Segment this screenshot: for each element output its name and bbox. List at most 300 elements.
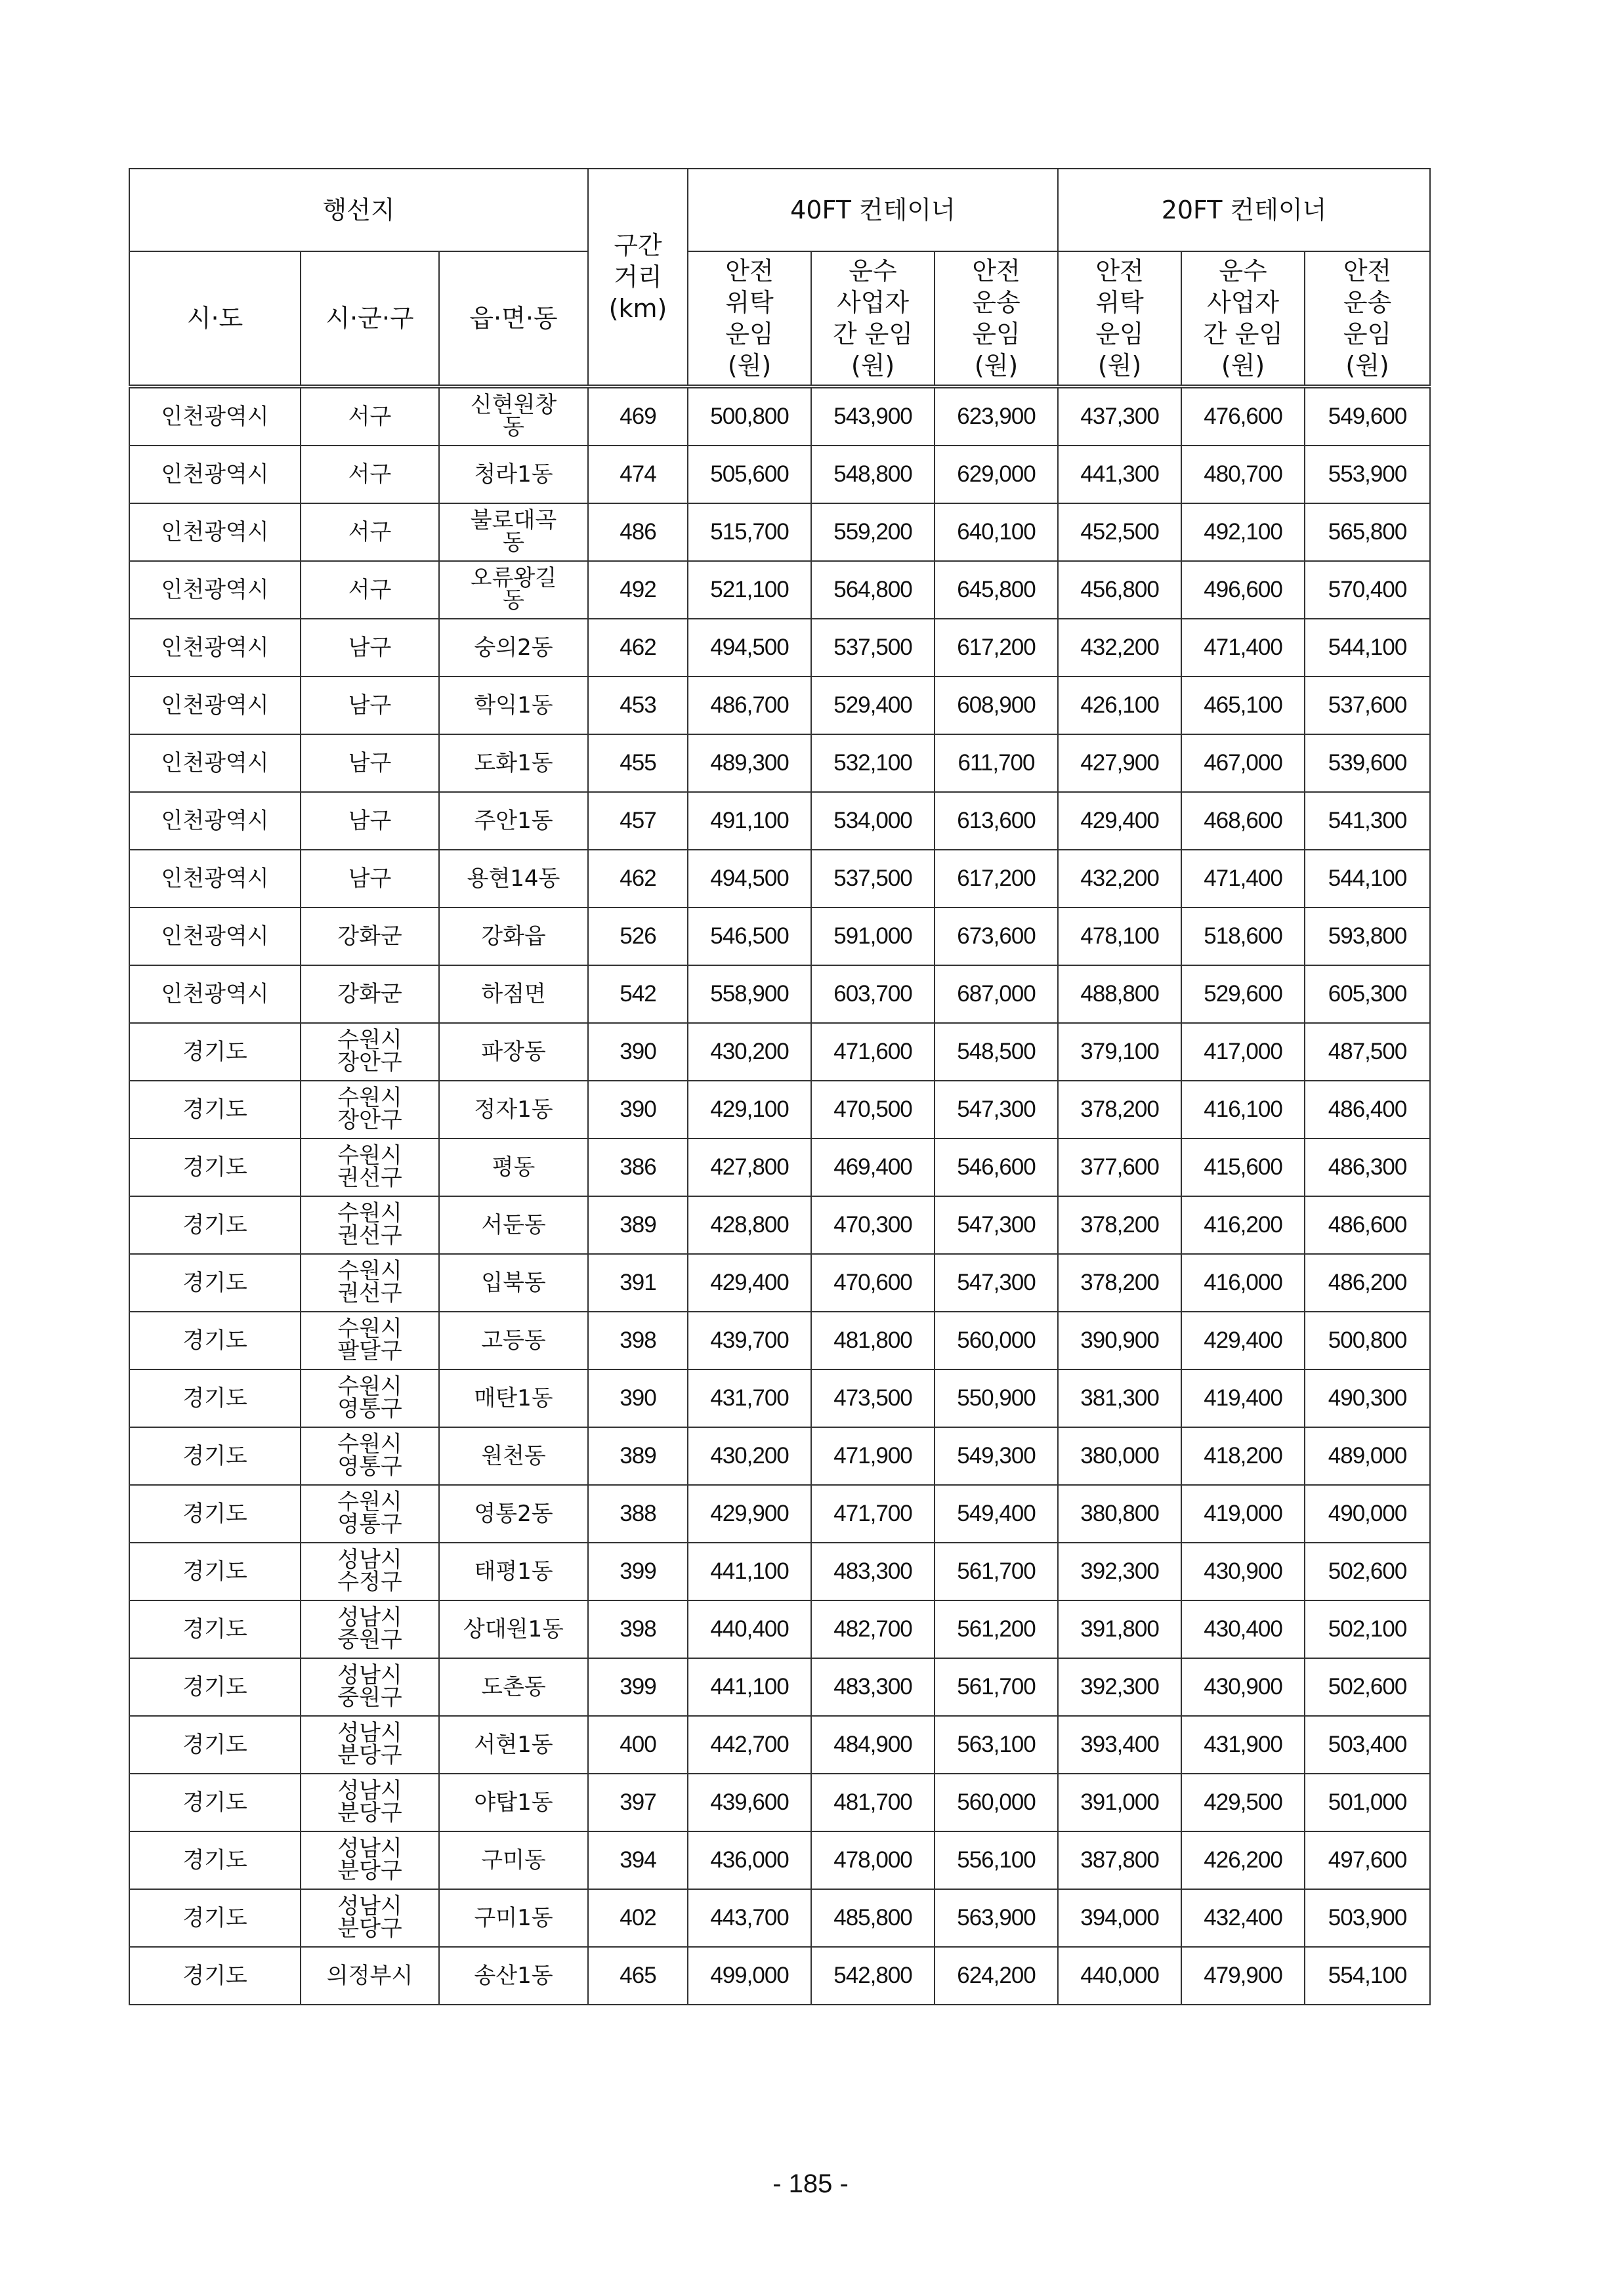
cell-20ft-carrier-fare: 529,600 xyxy=(1181,965,1305,1023)
cell-distance: 465 xyxy=(588,1947,688,2005)
cell-sido: 인천광역시 xyxy=(129,908,301,965)
cell-20ft-carrier-fare: 468,600 xyxy=(1181,792,1305,850)
cell-40ft-safety-consignment-fare: 429,400 xyxy=(688,1254,811,1312)
header-40ft-safety-consignment-fare: 안전 위탁 운임 (원) xyxy=(688,251,811,386)
cell-20ft-carrier-fare: 416,100 xyxy=(1181,1081,1305,1138)
cell-40ft-carrier-fare: 482,700 xyxy=(811,1600,935,1658)
cell-40ft-safety-consignment-fare: 440,400 xyxy=(688,1600,811,1658)
cell-20ft-safety-consignment-fare: 380,800 xyxy=(1058,1485,1181,1543)
header-20ft-safety-transport-fare: 안전 운송 운임 (원) xyxy=(1305,251,1430,386)
cell-sido: 인천광역시 xyxy=(129,850,301,908)
cell-20ft-safety-consignment-fare: 432,200 xyxy=(1058,619,1181,677)
cell-20ft-carrier-fare: 415,600 xyxy=(1181,1138,1305,1196)
cell-20ft-safety-consignment-fare: 380,000 xyxy=(1058,1427,1181,1485)
cell-40ft-safety-consignment-fare: 494,500 xyxy=(688,850,811,908)
cell-sido: 경기도 xyxy=(129,1774,301,1831)
cell-20ft-safety-transport-fare: 554,100 xyxy=(1305,1947,1430,2005)
cell-20ft-safety-transport-fare: 502,600 xyxy=(1305,1658,1430,1716)
cell-sigungu: 서구 xyxy=(301,446,439,503)
cell-20ft-safety-consignment-fare: 392,300 xyxy=(1058,1543,1181,1600)
cell-40ft-safety-transport-fare: 550,900 xyxy=(935,1369,1058,1427)
cell-40ft-carrier-fare: 473,500 xyxy=(811,1369,935,1427)
cell-sido: 인천광역시 xyxy=(129,503,301,561)
cell-sido: 인천광역시 xyxy=(129,619,301,677)
cell-distance: 389 xyxy=(588,1196,688,1254)
header-40ft-container: 40FT 컨테이너 xyxy=(688,169,1058,251)
cell-20ft-safety-transport-fare: 541,300 xyxy=(1305,792,1430,850)
cell-40ft-carrier-fare: 478,000 xyxy=(811,1831,935,1889)
cell-eupmyeondong: 입북동 xyxy=(439,1254,588,1312)
cell-20ft-safety-consignment-fare: 391,800 xyxy=(1058,1600,1181,1658)
cell-20ft-safety-transport-fare: 486,400 xyxy=(1305,1081,1430,1138)
cell-sigungu: 남구 xyxy=(301,677,439,734)
cell-sido: 경기도 xyxy=(129,1138,301,1196)
cell-distance: 492 xyxy=(588,561,688,619)
cell-20ft-safety-consignment-fare: 432,200 xyxy=(1058,850,1181,908)
cell-20ft-carrier-fare: 496,600 xyxy=(1181,561,1305,619)
cell-40ft-carrier-fare: 529,400 xyxy=(811,677,935,734)
cell-40ft-safety-consignment-fare: 515,700 xyxy=(688,503,811,561)
cell-distance: 400 xyxy=(588,1716,688,1774)
cell-40ft-carrier-fare: 537,500 xyxy=(811,850,935,908)
header-destination: 행선지 xyxy=(129,169,588,251)
cell-distance: 386 xyxy=(588,1138,688,1196)
cell-40ft-safety-consignment-fare: 558,900 xyxy=(688,965,811,1023)
cell-40ft-safety-consignment-fare: 429,100 xyxy=(688,1081,811,1138)
cell-20ft-safety-transport-fare: 501,000 xyxy=(1305,1774,1430,1831)
cell-20ft-safety-transport-fare: 502,600 xyxy=(1305,1543,1430,1600)
cell-40ft-safety-consignment-fare: 430,200 xyxy=(688,1023,811,1081)
cell-40ft-safety-transport-fare: 556,100 xyxy=(935,1831,1058,1889)
cell-20ft-safety-consignment-fare: 391,000 xyxy=(1058,1774,1181,1831)
cell-sigungu: 수원시 권선구 xyxy=(301,1196,439,1254)
cell-20ft-safety-transport-fare: 565,800 xyxy=(1305,503,1430,561)
cell-sigungu: 남구 xyxy=(301,619,439,677)
table-row xyxy=(129,1196,1430,1254)
cell-20ft-carrier-fare: 419,400 xyxy=(1181,1369,1305,1427)
cell-sigungu: 수원시 장안구 xyxy=(301,1081,439,1138)
cell-20ft-safety-transport-fare: 553,900 xyxy=(1305,446,1430,503)
cell-40ft-carrier-fare: 471,700 xyxy=(811,1485,935,1543)
table-header xyxy=(129,169,1430,386)
cell-20ft-safety-consignment-fare: 390,900 xyxy=(1058,1312,1181,1369)
cell-sido: 경기도 xyxy=(129,1716,301,1774)
cell-40ft-safety-transport-fare: 549,400 xyxy=(935,1485,1058,1543)
table-row xyxy=(129,1485,1430,1543)
cell-20ft-safety-transport-fare: 503,400 xyxy=(1305,1716,1430,1774)
cell-eupmyeondong: 주안1동 xyxy=(439,792,588,850)
cell-40ft-carrier-fare: 564,800 xyxy=(811,561,935,619)
cell-sido: 인천광역시 xyxy=(129,446,301,503)
table-row xyxy=(129,1947,1430,2005)
table-row xyxy=(129,1254,1430,1312)
cell-20ft-carrier-fare: 471,400 xyxy=(1181,850,1305,908)
cell-40ft-carrier-fare: 481,700 xyxy=(811,1774,935,1831)
cell-eupmyeondong: 평동 xyxy=(439,1138,588,1196)
cell-40ft-safety-transport-fare: 617,200 xyxy=(935,619,1058,677)
header-distance: 구간 거리 (km) xyxy=(588,169,688,386)
cell-sigungu: 수원시 권선구 xyxy=(301,1254,439,1312)
cell-40ft-carrier-fare: 470,300 xyxy=(811,1196,935,1254)
cell-sigungu: 남구 xyxy=(301,850,439,908)
cell-40ft-safety-transport-fare: 561,700 xyxy=(935,1658,1058,1716)
cell-distance: 542 xyxy=(588,965,688,1023)
cell-20ft-safety-consignment-fare: 387,800 xyxy=(1058,1831,1181,1889)
cell-20ft-carrier-fare: 429,400 xyxy=(1181,1312,1305,1369)
table-row xyxy=(129,1889,1430,1947)
cell-eupmyeondong: 파장동 xyxy=(439,1023,588,1081)
cell-20ft-carrier-fare: 426,200 xyxy=(1181,1831,1305,1889)
cell-distance: 398 xyxy=(588,1312,688,1369)
header-20ft-safety-consignment-fare: 안전 위탁 운임 (원) xyxy=(1058,251,1181,386)
cell-sido: 경기도 xyxy=(129,1023,301,1081)
cell-20ft-safety-transport-fare: 486,200 xyxy=(1305,1254,1430,1312)
cell-distance: 390 xyxy=(588,1023,688,1081)
cell-eupmyeondong: 용현14동 xyxy=(439,850,588,908)
cell-40ft-safety-transport-fare: 640,100 xyxy=(935,503,1058,561)
cell-sigungu: 강화군 xyxy=(301,965,439,1023)
cell-20ft-safety-consignment-fare: 429,400 xyxy=(1058,792,1181,850)
cell-20ft-carrier-fare: 492,100 xyxy=(1181,503,1305,561)
cell-40ft-safety-consignment-fare: 521,100 xyxy=(688,561,811,619)
cell-20ft-safety-consignment-fare: 381,300 xyxy=(1058,1369,1181,1427)
cell-20ft-safety-consignment-fare: 426,100 xyxy=(1058,677,1181,734)
cell-40ft-safety-transport-fare: 608,900 xyxy=(935,677,1058,734)
cell-eupmyeondong: 서현1동 xyxy=(439,1716,588,1774)
table-row xyxy=(129,1138,1430,1196)
cell-sido: 경기도 xyxy=(129,1369,301,1427)
cell-eupmyeondong: 불로대곡 동 xyxy=(439,503,588,561)
cell-40ft-safety-transport-fare: 547,300 xyxy=(935,1196,1058,1254)
cell-sigungu: 성남시 중원구 xyxy=(301,1600,439,1658)
cell-20ft-safety-consignment-fare: 456,800 xyxy=(1058,561,1181,619)
cell-sido: 인천광역시 xyxy=(129,734,301,792)
cell-40ft-carrier-fare: 534,000 xyxy=(811,792,935,850)
cell-sigungu: 서구 xyxy=(301,503,439,561)
cell-40ft-safety-transport-fare: 611,700 xyxy=(935,734,1058,792)
cell-20ft-safety-transport-fare: 503,900 xyxy=(1305,1889,1430,1947)
cell-40ft-carrier-fare: 603,700 xyxy=(811,965,935,1023)
freight-rate-table xyxy=(129,168,1431,2005)
cell-40ft-carrier-fare: 483,300 xyxy=(811,1658,935,1716)
cell-40ft-safety-transport-fare: 561,200 xyxy=(935,1600,1058,1658)
cell-20ft-safety-consignment-fare: 437,300 xyxy=(1058,386,1181,446)
cell-40ft-safety-transport-fare: 561,700 xyxy=(935,1543,1058,1600)
cell-20ft-carrier-fare: 419,000 xyxy=(1181,1485,1305,1543)
cell-40ft-safety-transport-fare: 613,600 xyxy=(935,792,1058,850)
table-row xyxy=(129,850,1430,908)
cell-20ft-safety-consignment-fare: 377,600 xyxy=(1058,1138,1181,1196)
cell-sido: 경기도 xyxy=(129,1543,301,1600)
cell-20ft-safety-transport-fare: 570,400 xyxy=(1305,561,1430,619)
cell-distance: 390 xyxy=(588,1369,688,1427)
cell-distance: 474 xyxy=(588,446,688,503)
cell-20ft-carrier-fare: 418,200 xyxy=(1181,1427,1305,1485)
cell-20ft-safety-transport-fare: 502,100 xyxy=(1305,1600,1430,1658)
table-row xyxy=(129,503,1430,561)
cell-sigungu: 성남시 수정구 xyxy=(301,1543,439,1600)
table-row xyxy=(129,561,1430,619)
cell-distance: 469 xyxy=(588,386,688,446)
cell-eupmyeondong: 구미1동 xyxy=(439,1889,588,1947)
cell-20ft-safety-transport-fare: 490,300 xyxy=(1305,1369,1430,1427)
cell-20ft-safety-transport-fare: 549,600 xyxy=(1305,386,1430,446)
cell-40ft-safety-consignment-fare: 499,000 xyxy=(688,1947,811,2005)
table-body xyxy=(129,386,1430,2005)
cell-40ft-carrier-fare: 542,800 xyxy=(811,1947,935,2005)
cell-sigungu: 수원시 장안구 xyxy=(301,1023,439,1081)
cell-eupmyeondong: 숭의2동 xyxy=(439,619,588,677)
cell-40ft-safety-transport-fare: 687,000 xyxy=(935,965,1058,1023)
cell-40ft-safety-consignment-fare: 486,700 xyxy=(688,677,811,734)
cell-eupmyeondong: 도촌동 xyxy=(439,1658,588,1716)
cell-40ft-safety-transport-fare: 563,900 xyxy=(935,1889,1058,1947)
cell-20ft-carrier-fare: 432,400 xyxy=(1181,1889,1305,1947)
cell-40ft-safety-transport-fare: 549,300 xyxy=(935,1427,1058,1485)
table-row xyxy=(129,1427,1430,1485)
cell-40ft-safety-consignment-fare: 429,900 xyxy=(688,1485,811,1543)
cell-sigungu: 남구 xyxy=(301,734,439,792)
cell-distance: 388 xyxy=(588,1485,688,1543)
cell-40ft-carrier-fare: 548,800 xyxy=(811,446,935,503)
table-row xyxy=(129,1081,1430,1138)
table-row xyxy=(129,1716,1430,1774)
cell-20ft-safety-consignment-fare: 452,500 xyxy=(1058,503,1181,561)
cell-sigungu: 성남시 분당구 xyxy=(301,1831,439,1889)
cell-40ft-carrier-fare: 471,600 xyxy=(811,1023,935,1081)
cell-40ft-safety-transport-fare: 560,000 xyxy=(935,1774,1058,1831)
cell-40ft-safety-transport-fare: 629,000 xyxy=(935,446,1058,503)
cell-20ft-safety-consignment-fare: 378,200 xyxy=(1058,1196,1181,1254)
cell-sigungu: 수원시 권선구 xyxy=(301,1138,439,1196)
cell-20ft-safety-consignment-fare: 427,900 xyxy=(1058,734,1181,792)
cell-distance: 394 xyxy=(588,1831,688,1889)
cell-20ft-safety-consignment-fare: 478,100 xyxy=(1058,908,1181,965)
cell-eupmyeondong: 강화읍 xyxy=(439,908,588,965)
cell-20ft-carrier-fare: 471,400 xyxy=(1181,619,1305,677)
cell-sigungu: 성남시 분당구 xyxy=(301,1716,439,1774)
cell-20ft-safety-transport-fare: 544,100 xyxy=(1305,850,1430,908)
table-row xyxy=(129,677,1430,734)
cell-40ft-carrier-fare: 485,800 xyxy=(811,1889,935,1947)
cell-distance: 526 xyxy=(588,908,688,965)
cell-40ft-safety-consignment-fare: 439,700 xyxy=(688,1312,811,1369)
cell-sigungu: 수원시 영통구 xyxy=(301,1369,439,1427)
cell-sigungu: 강화군 xyxy=(301,908,439,965)
table-row xyxy=(129,1023,1430,1081)
cell-20ft-safety-transport-fare: 593,800 xyxy=(1305,908,1430,965)
cell-40ft-safety-consignment-fare: 489,300 xyxy=(688,734,811,792)
cell-distance: 462 xyxy=(588,619,688,677)
cell-40ft-carrier-fare: 483,300 xyxy=(811,1543,935,1600)
header-20ft-container: 20FT 컨테이너 xyxy=(1058,169,1430,251)
cell-20ft-safety-transport-fare: 500,800 xyxy=(1305,1312,1430,1369)
cell-sido: 인천광역시 xyxy=(129,677,301,734)
cell-20ft-safety-transport-fare: 544,100 xyxy=(1305,619,1430,677)
table-row xyxy=(129,965,1430,1023)
cell-40ft-safety-consignment-fare: 443,700 xyxy=(688,1889,811,1947)
cell-sigungu: 성남시 중원구 xyxy=(301,1658,439,1716)
cell-eupmyeondong: 야탑1동 xyxy=(439,1774,588,1831)
cell-20ft-safety-consignment-fare: 393,400 xyxy=(1058,1716,1181,1774)
cell-eupmyeondong: 오류왕길 동 xyxy=(439,561,588,619)
cell-distance: 399 xyxy=(588,1543,688,1600)
cell-eupmyeondong: 송산1동 xyxy=(439,1947,588,2005)
cell-40ft-carrier-fare: 532,100 xyxy=(811,734,935,792)
cell-20ft-safety-consignment-fare: 394,000 xyxy=(1058,1889,1181,1947)
cell-20ft-carrier-fare: 480,700 xyxy=(1181,446,1305,503)
cell-sido: 경기도 xyxy=(129,1600,301,1658)
cell-sido: 경기도 xyxy=(129,1947,301,2005)
cell-20ft-carrier-fare: 416,200 xyxy=(1181,1196,1305,1254)
cell-40ft-safety-transport-fare: 546,600 xyxy=(935,1138,1058,1196)
cell-40ft-safety-consignment-fare: 546,500 xyxy=(688,908,811,965)
cell-20ft-safety-transport-fare: 486,600 xyxy=(1305,1196,1430,1254)
cell-40ft-safety-consignment-fare: 436,000 xyxy=(688,1831,811,1889)
cell-sigungu: 남구 xyxy=(301,792,439,850)
cell-sigungu: 수원시 팔달구 xyxy=(301,1312,439,1369)
cell-40ft-carrier-fare: 481,800 xyxy=(811,1312,935,1369)
cell-20ft-carrier-fare: 416,000 xyxy=(1181,1254,1305,1312)
cell-20ft-safety-transport-fare: 490,000 xyxy=(1305,1485,1430,1543)
cell-40ft-safety-transport-fare: 563,100 xyxy=(935,1716,1058,1774)
cell-20ft-carrier-fare: 430,900 xyxy=(1181,1543,1305,1600)
cell-sido: 경기도 xyxy=(129,1831,301,1889)
cell-distance: 391 xyxy=(588,1254,688,1312)
table-row xyxy=(129,1369,1430,1427)
cell-sido: 인천광역시 xyxy=(129,965,301,1023)
table-row xyxy=(129,734,1430,792)
cell-eupmyeondong: 청라1동 xyxy=(439,446,588,503)
cell-20ft-safety-transport-fare: 487,500 xyxy=(1305,1023,1430,1081)
cell-sigungu: 수원시 영통구 xyxy=(301,1427,439,1485)
cell-20ft-safety-transport-fare: 537,600 xyxy=(1305,677,1430,734)
cell-20ft-safety-consignment-fare: 378,200 xyxy=(1058,1081,1181,1138)
cell-40ft-safety-transport-fare: 560,000 xyxy=(935,1312,1058,1369)
cell-20ft-safety-transport-fare: 486,300 xyxy=(1305,1138,1430,1196)
cell-sido: 인천광역시 xyxy=(129,792,301,850)
cell-20ft-carrier-fare: 518,600 xyxy=(1181,908,1305,965)
cell-40ft-carrier-fare: 559,200 xyxy=(811,503,935,561)
cell-40ft-carrier-fare: 469,400 xyxy=(811,1138,935,1196)
cell-20ft-safety-transport-fare: 489,000 xyxy=(1305,1427,1430,1485)
cell-eupmyeondong: 태평1동 xyxy=(439,1543,588,1600)
cell-distance: 462 xyxy=(588,850,688,908)
cell-sigungu: 의정부시 xyxy=(301,1947,439,2005)
table-row xyxy=(129,386,1430,446)
cell-40ft-safety-consignment-fare: 505,600 xyxy=(688,446,811,503)
cell-sido: 경기도 xyxy=(129,1081,301,1138)
cell-20ft-carrier-fare: 431,900 xyxy=(1181,1716,1305,1774)
cell-distance: 457 xyxy=(588,792,688,850)
table-row xyxy=(129,1312,1430,1369)
cell-eupmyeondong: 고등동 xyxy=(439,1312,588,1369)
cell-40ft-carrier-fare: 484,900 xyxy=(811,1716,935,1774)
cell-40ft-safety-transport-fare: 547,300 xyxy=(935,1081,1058,1138)
cell-40ft-carrier-fare: 591,000 xyxy=(811,908,935,965)
cell-20ft-carrier-fare: 479,900 xyxy=(1181,1947,1305,2005)
cell-distance: 398 xyxy=(588,1600,688,1658)
cell-eupmyeondong: 상대원1동 xyxy=(439,1600,588,1658)
cell-40ft-safety-transport-fare: 617,200 xyxy=(935,850,1058,908)
cell-distance: 397 xyxy=(588,1774,688,1831)
cell-40ft-safety-transport-fare: 547,300 xyxy=(935,1254,1058,1312)
cell-eupmyeondong: 원천동 xyxy=(439,1427,588,1485)
table-row xyxy=(129,1658,1430,1716)
cell-eupmyeondong: 하점면 xyxy=(439,965,588,1023)
cell-eupmyeondong: 서둔동 xyxy=(439,1196,588,1254)
page-number: - 185 - xyxy=(772,2169,849,2198)
table-row xyxy=(129,446,1430,503)
cell-sido: 경기도 xyxy=(129,1254,301,1312)
cell-40ft-safety-transport-fare: 623,900 xyxy=(935,386,1058,446)
header-40ft-safety-transport-fare: 안전 운송 운임 (원) xyxy=(935,251,1058,386)
cell-40ft-safety-consignment-fare: 494,500 xyxy=(688,619,811,677)
table-row xyxy=(129,908,1430,965)
cell-sido: 경기도 xyxy=(129,1485,301,1543)
table-row xyxy=(129,619,1430,677)
cell-sigungu: 수원시 영통구 xyxy=(301,1485,439,1543)
table-row xyxy=(129,1543,1430,1600)
cell-40ft-safety-consignment-fare: 430,200 xyxy=(688,1427,811,1485)
cell-40ft-carrier-fare: 470,500 xyxy=(811,1081,935,1138)
cell-distance: 399 xyxy=(588,1658,688,1716)
cell-40ft-carrier-fare: 471,900 xyxy=(811,1427,935,1485)
cell-eupmyeondong: 구미동 xyxy=(439,1831,588,1889)
cell-20ft-safety-transport-fare: 605,300 xyxy=(1305,965,1430,1023)
table-row xyxy=(129,792,1430,850)
cell-40ft-carrier-fare: 543,900 xyxy=(811,386,935,446)
header-40ft-carrier-fare: 운수 사업자 간 운임 (원) xyxy=(811,251,935,386)
cell-sido: 경기도 xyxy=(129,1427,301,1485)
cell-sigungu: 서구 xyxy=(301,386,439,446)
table-row xyxy=(129,1831,1430,1889)
cell-20ft-safety-consignment-fare: 488,800 xyxy=(1058,965,1181,1023)
cell-20ft-carrier-fare: 429,500 xyxy=(1181,1774,1305,1831)
cell-20ft-carrier-fare: 467,000 xyxy=(1181,734,1305,792)
cell-distance: 389 xyxy=(588,1427,688,1485)
cell-20ft-safety-consignment-fare: 378,200 xyxy=(1058,1254,1181,1312)
cell-40ft-safety-consignment-fare: 442,700 xyxy=(688,1716,811,1774)
cell-sido: 인천광역시 xyxy=(129,386,301,446)
cell-40ft-safety-consignment-fare: 428,800 xyxy=(688,1196,811,1254)
cell-40ft-safety-transport-fare: 673,600 xyxy=(935,908,1058,965)
header-sido: 시·도 xyxy=(129,251,301,386)
cell-40ft-safety-transport-fare: 548,500 xyxy=(935,1023,1058,1081)
cell-eupmyeondong: 신현원창 동 xyxy=(439,386,588,446)
cell-40ft-safety-consignment-fare: 439,600 xyxy=(688,1774,811,1831)
header-eupmyeondong: 읍·면·동 xyxy=(439,251,588,386)
cell-20ft-safety-consignment-fare: 379,100 xyxy=(1058,1023,1181,1081)
cell-sido: 경기도 xyxy=(129,1658,301,1716)
cell-40ft-safety-consignment-fare: 431,700 xyxy=(688,1369,811,1427)
cell-20ft-safety-transport-fare: 539,600 xyxy=(1305,734,1430,792)
cell-40ft-safety-consignment-fare: 500,800 xyxy=(688,386,811,446)
cell-eupmyeondong: 학익1동 xyxy=(439,677,588,734)
cell-40ft-safety-consignment-fare: 491,100 xyxy=(688,792,811,850)
cell-40ft-carrier-fare: 537,500 xyxy=(811,619,935,677)
cell-40ft-safety-consignment-fare: 441,100 xyxy=(688,1658,811,1716)
cell-sido: 경기도 xyxy=(129,1312,301,1369)
cell-distance: 455 xyxy=(588,734,688,792)
table-row xyxy=(129,1774,1430,1831)
cell-20ft-safety-consignment-fare: 392,300 xyxy=(1058,1658,1181,1716)
cell-distance: 453 xyxy=(588,677,688,734)
cell-20ft-carrier-fare: 430,400 xyxy=(1181,1600,1305,1658)
cell-20ft-carrier-fare: 430,900 xyxy=(1181,1658,1305,1716)
cell-eupmyeondong: 영통2동 xyxy=(439,1485,588,1543)
cell-20ft-safety-consignment-fare: 440,000 xyxy=(1058,1947,1181,2005)
